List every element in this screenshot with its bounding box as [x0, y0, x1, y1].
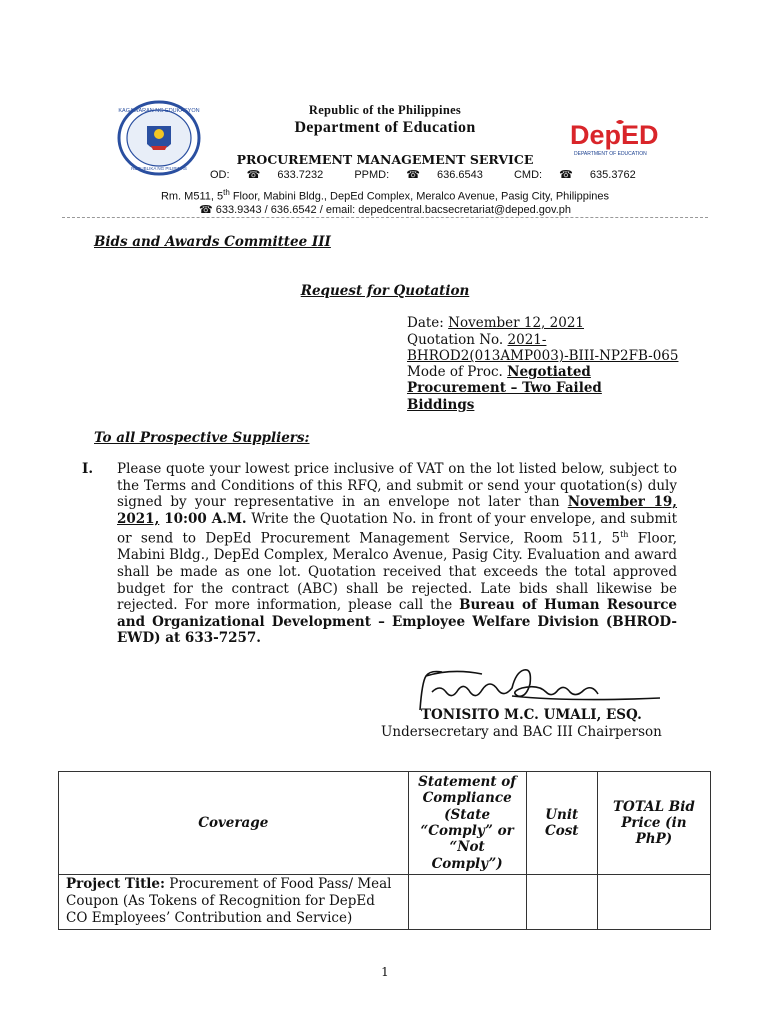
mode-line: Mode of Proc. Negotiated: [407, 364, 591, 380]
unit-cost-cell[interactable]: [526, 875, 597, 930]
phone-icon: ☎: [246, 169, 261, 181]
document-title: Request for Quotation: [300, 283, 470, 299]
signatory-name: TONISITO M.C. UMALI, ESQ.: [421, 707, 642, 723]
table-header-row: [59, 772, 711, 875]
svg-text:DepED: DepED: [570, 120, 659, 150]
compliance-cell[interactable]: [408, 875, 526, 930]
quotation-line: Quotation No. 2021-: [407, 332, 547, 348]
project-title-cell: Project Title: Procurement of Food Pass/ Meal Coupon (As Tokens of Recognition for DepEd CO Employees’ Contribution and Service): [59, 875, 409, 930]
total-bid-price-cell[interactable]: [597, 875, 710, 930]
salutation: To all Prospective Suppliers:: [94, 430, 310, 446]
svg-text:KAGAWARAN NG EDUKASYON: KAGAWARAN NG EDUKASYON: [118, 108, 200, 114]
quotation-number: BHROD2(013AMP003)-BIII-NP2FB-065: [407, 348, 679, 364]
coverage-table: [58, 771, 711, 930]
mode-value-2: Procurement – Two Failed: [407, 380, 602, 396]
signatory-title: Undersecretary and BAC III Chairperson: [381, 724, 662, 740]
page-number: 1: [381, 965, 389, 979]
header-unit-cost: Unit Cost: [526, 772, 597, 875]
instructions-paragraph: Please quote your lowest price inclusive of VAT on the lot listed below, subject to the Terms and Conditions of this RFQ, and submit or send your quotation(s) duly signed by your representative in an envelope not later than November 19, 2021, 10:00 A.M. Write the Quotation No. in front of your envelope, and submit or send to DepEd Procurement Management Service, Room 511, 5th Floor, Mabini Bldg., DepEd Complex, Meralco Avenue, Pasig City. Evaluation and award shall be made as one lot. Quotation received that exceeds the total approved budget for the contract (ABC) shall be rejected. Late bids shall likewise be rejected. For more information, please call the Bureau of Human Resource and Organizational Development – Employee Welfare Division (BHROD-EWD) at 633-7257.: [117, 461, 678, 647]
office-phones-email: ☎ 633.9343 / 636.6542 / email: depedcentral.bacsecretariat@deped.gov.ph: [198, 204, 572, 216]
header-total-bid-price: TOTAL Bid Price (in PhP): [597, 772, 710, 875]
contact-ppmd: PPMD: ☎ 636.6543: [354, 169, 483, 181]
phone-icon: ☎: [559, 169, 573, 181]
table-row: [59, 875, 711, 930]
header-coverage: Coverage: [59, 772, 409, 875]
header-compliance: Statement of Compliance (State “Comply” or “Not Comply”): [408, 772, 526, 875]
header-divider: [62, 217, 708, 218]
svg-text:DEPARTMENT OF EDUCATION: DEPARTMENT OF EDUCATION: [574, 151, 647, 157]
section-number: I.: [82, 461, 94, 477]
svg-text:REPUBLIKA NG PILIPINAS: REPUBLIKA NG PILIPINAS: [131, 166, 187, 171]
department-heading: Department of Education: [294, 119, 476, 136]
office-heading: PROCUREMENT MANAGEMENT SERVICE: [236, 152, 534, 167]
phone-icon: ☎: [406, 169, 420, 181]
office-address: Rm. M511, 5th Floor, Mabini Bldg., DepEd Complex, Meralco Avenue, Pasig City, Philippines: [160, 188, 610, 203]
committee-heading: Bids and Awards Committee III: [94, 234, 331, 250]
contact-od: OD: ☎ 633.7232: [210, 169, 324, 181]
phone-icon: ☎: [198, 204, 213, 216]
date-line: Date: November 12, 2021: [407, 315, 584, 331]
mode-value-3: Biddings: [407, 397, 475, 413]
contact-cmd: CMD: ☎ 635.3762: [513, 169, 636, 181]
contact-line: [210, 168, 664, 181]
republic-heading: Republic of the Philippines: [308, 103, 462, 117]
